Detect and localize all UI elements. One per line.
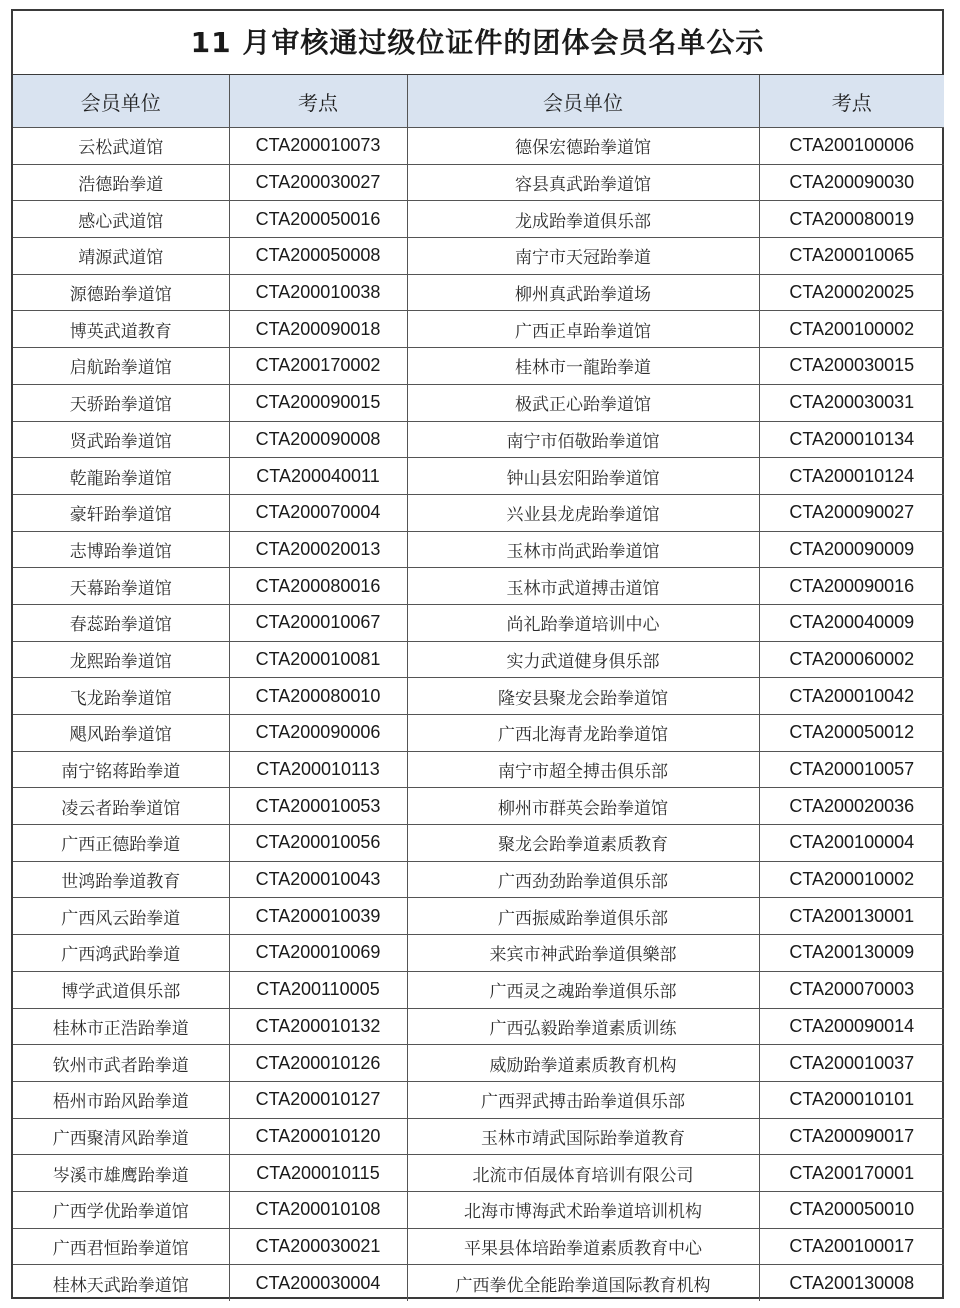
member-unit-cell: 广西鸿武跆拳道: [13, 935, 229, 972]
notice-frame: [11, 9, 944, 1299]
header-exam-site-1: 考点: [229, 75, 407, 128]
exam-site-cell: CTA200090008: [229, 421, 407, 458]
table-row: [13, 494, 944, 531]
member-unit-cell: 飞龙跆拳道馆: [13, 678, 229, 715]
exam-site-cell: CTA200010057: [759, 751, 944, 788]
member-unit-cell: 平果县体培跆拳道素质教育中心: [407, 1228, 759, 1265]
exam-site-cell: CTA200010038: [229, 274, 407, 311]
member-unit-cell: 极武正心跆拳道馆: [407, 384, 759, 421]
member-unit-cell: 广西风云跆拳道: [13, 898, 229, 935]
table-row: [13, 458, 944, 495]
exam-site-cell: CTA200050012: [759, 715, 944, 752]
member-unit-cell: 云松武道馆: [13, 128, 229, 165]
member-unit-cell: 博学武道俱乐部: [13, 971, 229, 1008]
table-row: [13, 274, 944, 311]
member-unit-cell: 凌云者跆拳道馆: [13, 788, 229, 825]
exam-site-cell: CTA200010124: [759, 458, 944, 495]
member-unit-cell: 乾龍跆拳道馆: [13, 458, 229, 495]
exam-site-cell: CTA200040011: [229, 458, 407, 495]
table-row: [13, 1008, 944, 1045]
exam-site-cell: CTA200030031: [759, 384, 944, 421]
member-unit-cell: 广西正德跆拳道: [13, 825, 229, 862]
exam-site-cell: CTA200010039: [229, 898, 407, 935]
member-unit-cell: 玉林市靖武国际跆拳道教育: [407, 1118, 759, 1155]
table-row: [13, 1191, 944, 1228]
member-unit-cell: 飓风跆拳道馆: [13, 715, 229, 752]
exam-site-cell: CTA200010108: [229, 1191, 407, 1228]
table-row: [13, 568, 944, 605]
table-header-row: [13, 75, 944, 128]
exam-site-cell: CTA200020025: [759, 274, 944, 311]
table-row: [13, 164, 944, 201]
header-exam-site-2: 考点: [759, 75, 944, 128]
member-unit-cell: 钟山县宏阳跆拳道馆: [407, 458, 759, 495]
member-unit-cell: 世鸿跆拳道教育: [13, 861, 229, 898]
member-unit-cell: 北海市博海武术跆拳道培训机构: [407, 1191, 759, 1228]
member-unit-cell: 博英武道教育: [13, 311, 229, 348]
member-unit-cell: 广西灵之魂跆拳道俱乐部: [407, 971, 759, 1008]
member-unit-cell: 靖源武道馆: [13, 238, 229, 275]
member-unit-cell: 梧州市跆风跆拳道: [13, 1081, 229, 1118]
header-member-unit-2: 会员单位: [407, 75, 759, 128]
table-row: [13, 751, 944, 788]
member-unit-cell: 广西正卓跆拳道馆: [407, 311, 759, 348]
exam-site-cell: CTA200020013: [229, 531, 407, 568]
exam-site-cell: CTA200090006: [229, 715, 407, 752]
table-row: [13, 1118, 944, 1155]
exam-site-cell: CTA200170001: [759, 1155, 944, 1192]
table-row: [13, 311, 944, 348]
member-unit-cell: 桂林天武跆拳道馆: [13, 1265, 229, 1301]
member-table: [13, 75, 944, 1301]
member-unit-cell: 岑溪市雄鹰跆拳道: [13, 1155, 229, 1192]
exam-site-cell: CTA200090030: [759, 164, 944, 201]
exam-site-cell: CTA200090014: [759, 1008, 944, 1045]
member-unit-cell: 广西振威跆拳道俱乐部: [407, 898, 759, 935]
exam-site-cell: CTA200100006: [759, 128, 944, 165]
exam-site-cell: CTA200030015: [759, 348, 944, 385]
member-unit-cell: 广西聚清风跆拳道: [13, 1118, 229, 1155]
exam-site-cell: CTA200010134: [759, 421, 944, 458]
exam-site-cell: CTA200010132: [229, 1008, 407, 1045]
member-unit-cell: 浩德跆拳道: [13, 164, 229, 201]
member-unit-cell: 尚礼跆拳道培训中心: [407, 604, 759, 641]
exam-site-cell: CTA200100017: [759, 1228, 944, 1265]
exam-site-cell: CTA200130008: [759, 1265, 944, 1301]
exam-site-cell: CTA200010042: [759, 678, 944, 715]
exam-site-cell: CTA200010067: [229, 604, 407, 641]
member-unit-cell: 南宁市天冠跆拳道: [407, 238, 759, 275]
table-row: [13, 825, 944, 862]
member-unit-cell: 钦州市武者跆拳道: [13, 1045, 229, 1082]
table-row: [13, 898, 944, 935]
exam-site-cell: CTA200010069: [229, 935, 407, 972]
table-row: [13, 1265, 944, 1301]
member-unit-cell: 源德跆拳道馆: [13, 274, 229, 311]
member-unit-cell: 来宾市神武跆拳道俱樂部: [407, 935, 759, 972]
table-row: [13, 935, 944, 972]
table-row: [13, 861, 944, 898]
member-unit-cell: 贤武跆拳道馆: [13, 421, 229, 458]
table-row: [13, 238, 944, 275]
member-unit-cell: 威励跆拳道素质教育机构: [407, 1045, 759, 1082]
table-row: [13, 788, 944, 825]
table-row: [13, 1045, 944, 1082]
member-unit-cell: 南宁铭蒋跆拳道: [13, 751, 229, 788]
member-unit-cell: 启航跆拳道馆: [13, 348, 229, 385]
table-row: [13, 971, 944, 1008]
exam-site-cell: CTA200090017: [759, 1118, 944, 1155]
member-unit-cell: 豪轩跆拳道馆: [13, 494, 229, 531]
exam-site-cell: CTA200010073: [229, 128, 407, 165]
exam-site-cell: CTA200010126: [229, 1045, 407, 1082]
exam-site-cell: CTA200010115: [229, 1155, 407, 1192]
table-row: [13, 604, 944, 641]
exam-site-cell: CTA200090015: [229, 384, 407, 421]
member-unit-cell: 桂林市一龍跆拳道: [407, 348, 759, 385]
member-unit-cell: 聚龙会跆拳道素质教育: [407, 825, 759, 862]
exam-site-cell: CTA200080010: [229, 678, 407, 715]
member-unit-cell: 天幕跆拳道馆: [13, 568, 229, 605]
table-row: [13, 348, 944, 385]
member-unit-cell: 广西拳优全能跆拳道国际教育机构: [407, 1265, 759, 1301]
table-row: [13, 678, 944, 715]
member-unit-cell: 玉林市武道搏击道馆: [407, 568, 759, 605]
exam-site-cell: CTA200070004: [229, 494, 407, 531]
table-row: [13, 1155, 944, 1192]
exam-site-cell: CTA200110005: [229, 971, 407, 1008]
member-unit-cell: 柳州市群英会跆拳道馆: [407, 788, 759, 825]
header-member-unit-1: 会员单位: [13, 75, 229, 128]
table-row: [13, 531, 944, 568]
exam-site-cell: CTA200100004: [759, 825, 944, 862]
member-unit-cell: 兴业县龙虎跆拳道馆: [407, 494, 759, 531]
exam-site-cell: CTA200080016: [229, 568, 407, 605]
table-row: [13, 421, 944, 458]
table-row: [13, 641, 944, 678]
member-unit-cell: 隆安县聚龙会跆拳道馆: [407, 678, 759, 715]
exam-site-cell: CTA200100002: [759, 311, 944, 348]
exam-site-cell: CTA200010043: [229, 861, 407, 898]
exam-site-cell: CTA200050010: [759, 1191, 944, 1228]
exam-site-cell: CTA200030021: [229, 1228, 407, 1265]
member-unit-cell: 南宁市佰敬跆拳道馆: [407, 421, 759, 458]
exam-site-cell: CTA200010081: [229, 641, 407, 678]
member-unit-cell: 玉林市尚武跆拳道馆: [407, 531, 759, 568]
page-title: 11 月审核通过级位证件的团体会员名单公示: [13, 11, 942, 75]
exam-site-cell: CTA200090009: [759, 531, 944, 568]
exam-site-cell: CTA200090016: [759, 568, 944, 605]
exam-site-cell: CTA200170002: [229, 348, 407, 385]
member-unit-cell: 柳州真武跆拳道场: [407, 274, 759, 311]
exam-site-cell: CTA200010101: [759, 1081, 944, 1118]
member-unit-cell: 实力武道健身俱乐部: [407, 641, 759, 678]
member-unit-cell: 龙熙跆拳道馆: [13, 641, 229, 678]
member-unit-cell: 广西弘毅跆拳道素质训练: [407, 1008, 759, 1045]
exam-site-cell: CTA200030027: [229, 164, 407, 201]
exam-site-cell: CTA200050016: [229, 201, 407, 238]
table-row: [13, 1228, 944, 1265]
exam-site-cell: CTA200010120: [229, 1118, 407, 1155]
exam-site-cell: CTA200010113: [229, 751, 407, 788]
exam-site-cell: CTA200010002: [759, 861, 944, 898]
exam-site-cell: CTA200090027: [759, 494, 944, 531]
exam-site-cell: CTA200020036: [759, 788, 944, 825]
member-unit-cell: 天骄跆拳道馆: [13, 384, 229, 421]
exam-site-cell: CTA200030004: [229, 1265, 407, 1301]
member-unit-cell: 桂林市正浩跆拳道: [13, 1008, 229, 1045]
exam-site-cell: CTA200010053: [229, 788, 407, 825]
member-unit-cell: 北流市佰晟体育培训有限公司: [407, 1155, 759, 1192]
exam-site-cell: CTA200060002: [759, 641, 944, 678]
member-unit-cell: 广西劲劲跆拳道俱乐部: [407, 861, 759, 898]
exam-site-cell: CTA200010056: [229, 825, 407, 862]
member-unit-cell: 龙成跆拳道俱乐部: [407, 201, 759, 238]
exam-site-cell: CTA200130009: [759, 935, 944, 972]
member-unit-cell: 南宁市超全搏击俱乐部: [407, 751, 759, 788]
table-row: [13, 201, 944, 238]
member-unit-cell: 志博跆拳道馆: [13, 531, 229, 568]
member-unit-cell: 广西君恒跆拳道馆: [13, 1228, 229, 1265]
exam-site-cell: CTA200050008: [229, 238, 407, 275]
exam-site-cell: CTA200080019: [759, 201, 944, 238]
member-unit-cell: 广西学优跆拳道馆: [13, 1191, 229, 1228]
exam-site-cell: CTA200070003: [759, 971, 944, 1008]
exam-site-cell: CTA200010127: [229, 1081, 407, 1118]
member-unit-cell: 感心武道馆: [13, 201, 229, 238]
member-unit-cell: 春蕊跆拳道馆: [13, 604, 229, 641]
exam-site-cell: CTA200010037: [759, 1045, 944, 1082]
table-row: [13, 128, 944, 165]
exam-site-cell: CTA200040009: [759, 604, 944, 641]
member-unit-cell: 容县真武跆拳道馆: [407, 164, 759, 201]
table-row: [13, 1081, 944, 1118]
member-unit-cell: 广西羿武搏击跆拳道俱乐部: [407, 1081, 759, 1118]
member-unit-cell: 广西北海青龙跆拳道馆: [407, 715, 759, 752]
exam-site-cell: CTA200010065: [759, 238, 944, 275]
table-row: [13, 715, 944, 752]
exam-site-cell: CTA200090018: [229, 311, 407, 348]
member-unit-cell: 德保宏德跆拳道馆: [407, 128, 759, 165]
table-row: [13, 384, 944, 421]
exam-site-cell: CTA200130001: [759, 898, 944, 935]
